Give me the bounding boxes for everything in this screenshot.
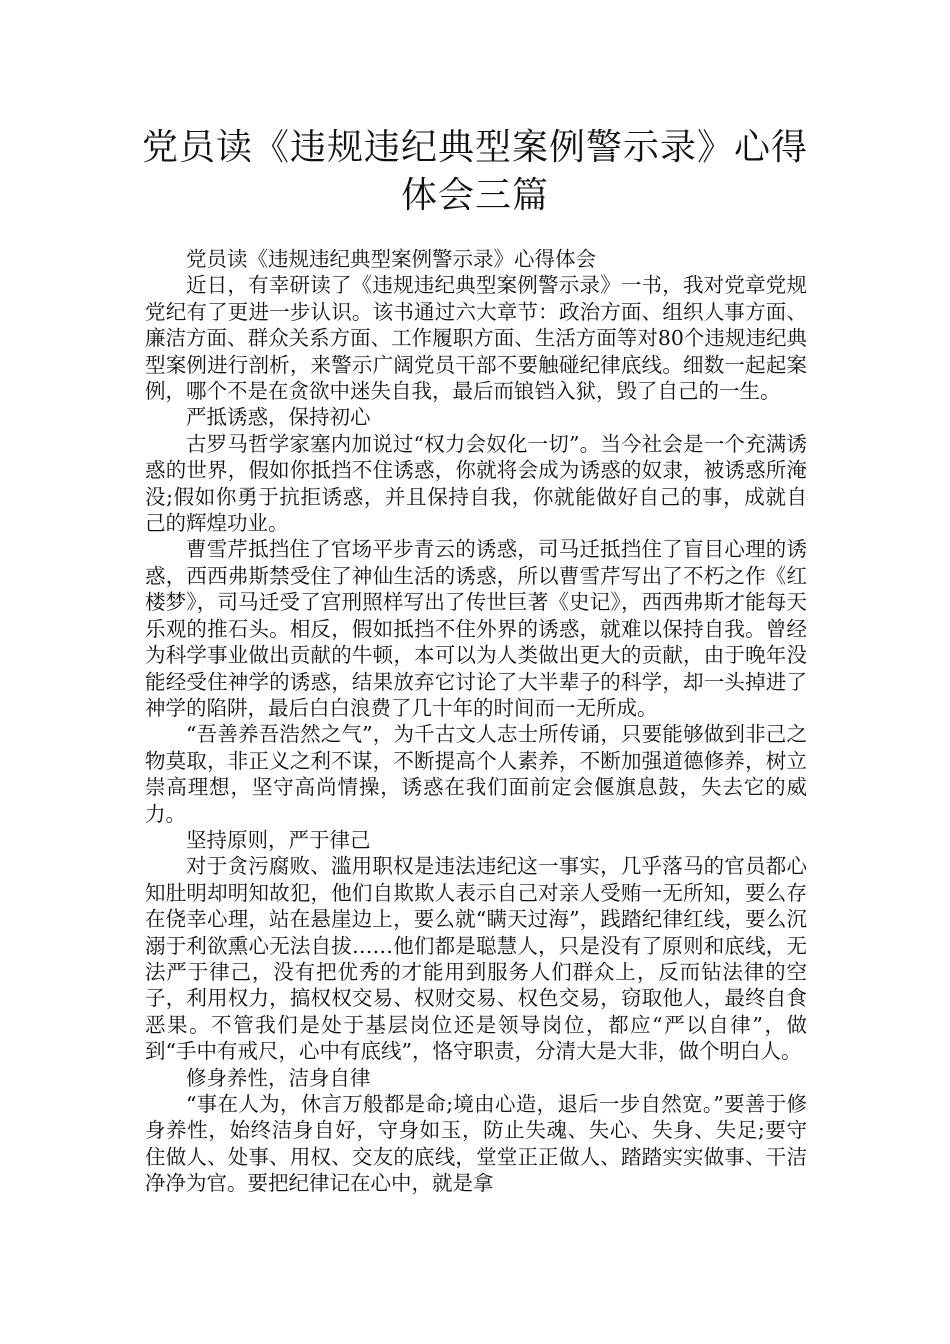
section-heading: 修身养性，洁身自律 [186, 1065, 371, 1090]
paragraph: 近日，有幸研读了《违规违纪典型案例警示录》一书，我对党章党规党纪有了更进一步认识。该书通过六大章节：政治方面、组织人事方面、廉洁方面、群众关系方面、工作履职方面、生活方面等对80个违规违纪典型案例进行剖析，来警示广阔党员干部不要触碰纪律底线。细数一起起案例，哪个不是在贪欲中迷失自我，最后而锒铛入狱，毁了自己的一生。 [145, 273, 807, 404]
section-heading: 严抵诱惑，保持初心 [186, 405, 371, 430]
paragraph: 古罗马哲学家塞内加说过“权力会奴化一切”。当今社会是一个充满诱惑的世界，假如你抵挡不住诱惑，你就将会成为诱惑的奴隶，被诱惑所淹没;假如你勇于抗拒诱惑，并且保持自我，你就能做好自己的事，成就自己的辉煌功业。 [145, 431, 807, 536]
document-body [145, 246, 807, 1197]
section-heading: 坚持原则，严于律己 [186, 827, 371, 852]
document-title [120, 124, 830, 220]
title-line-1: 党员读《违规违纪典型案例警示录》心得 [141, 127, 808, 168]
intro-heading: 党员读《违规违纪典型案例警示录》心得体会 [186, 247, 596, 271]
paragraph: 对于贪污腐败、滥用职权是违法违纪这一事实，几乎落马的官员都心知肚明却明知故犯，他们自欺欺人表示自己对亲人受贿一无所知，要么存在侥幸心理，站在悬崖边上，要么就“瞒天过海”，践踏纪律红线，要么沉溺于利欲熏心无法自拔……他们都是聪慧人，只是没有了原则和底线，无法严于律己，没有把优秀的才能用到服务人们群众上，反而钻法律的空子，利用权力，搞权权交易、权财交易、权色交易，窃取他人，最终自食恶果。不管我们是处于基层岗位还是领导岗位，都应“严以自律”，做到“手中有戒尺，心中有底线”，恪守职责，分清大是大非，做个明白人。 [145, 854, 807, 1064]
paragraph: “吾善养吾浩然之气”，为千古文人志士所传诵，只要能够做到非己之物莫取，非正义之利不谋，不断提高个人素养，不断加强道德修养，树立崇高理想，坚守高尚情操，诱惑在我们面前定会偃旗息鼓，失去它的威力。 [145, 722, 807, 826]
paragraph: 曹雪芹抵挡住了官场平步青云的诱惑，司马迁抵挡住了盲目心理的诱惑，西西弗斯禁受住了神仙生活的诱惑，所以曹雪芹写出了不朽之作《红楼梦》，司马迁受了宫刑照样写出了传世巨著《史记》，西西弗斯才能每天乐观的推石头。相反，假如抵挡不住外界的诱惑，就难以保持自我。曾经为科学事业做出贡献的牛顿，本可以为人类做出更大的贡献，由于晚年没能经受住神学的诱惑，结果放弃它讨论了大半辈子的科学，却一头掉进了神学的陷阱，最后白白浪费了几十年的时间而一无所成。 [145, 537, 807, 720]
paragraph: “事在人为，休言万般都是命;境由心造，退后一步自然宽。”要善于修身养性，始终洁身自好，守身如玉，防止失魂、失心、失身、失足;要守住做人、处事、用权、交友的底线，堂堂正正做人、踏踏实实做事、干洁净净为官。要把纪律记在心中，就是拿 [145, 1092, 807, 1196]
title-line-2: 体会三篇 [400, 175, 549, 216]
